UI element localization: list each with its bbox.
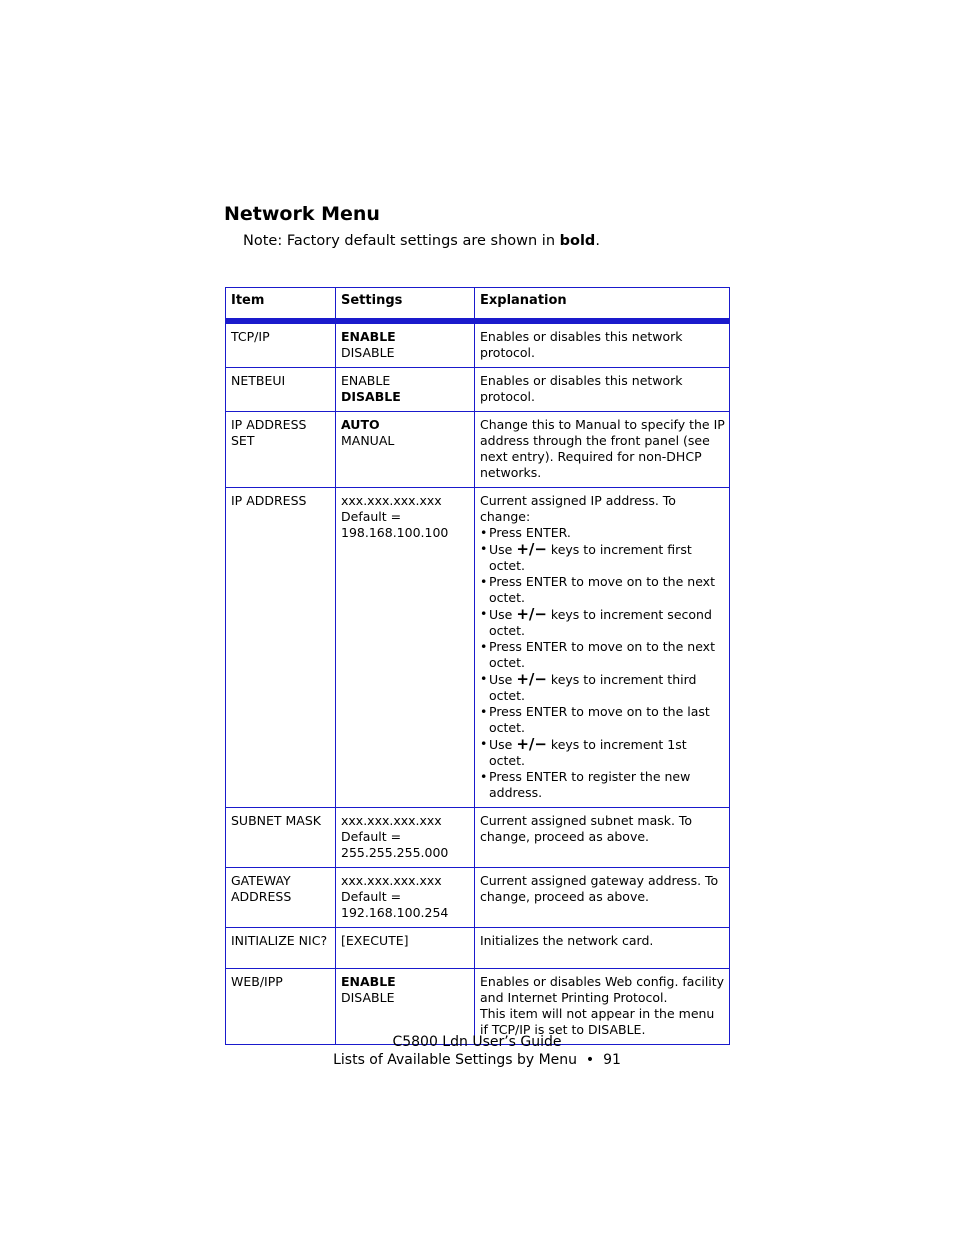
step-text: Use: [489, 542, 517, 557]
setting-option: 255.255.255.000: [341, 845, 449, 860]
page-heading: Network Menu: [224, 203, 380, 225]
setting-option: xxx.xxx.xxx.xxx: [341, 813, 442, 828]
bullet: •: [480, 541, 488, 556]
row-explanation: [475, 488, 730, 808]
step-text: keys to increment second octet.: [489, 607, 712, 638]
step-text: Press ENTER.: [489, 525, 571, 540]
list-item: [480, 769, 725, 801]
setting-option: 192.168.100.254: [341, 905, 449, 920]
step-text: Press ENTER to move on to the last octet.: [489, 704, 710, 735]
list-item: [480, 671, 725, 704]
setting-option: DISABLE: [341, 345, 395, 360]
row-explanation: Current assigned gateway address. To change, proceed as above.: [475, 868, 730, 928]
plus-minus-keys: +/−: [516, 735, 547, 753]
note-bold-word: bold: [559, 233, 596, 249]
table-header-row: [226, 288, 730, 322]
row-item: WEB/IPP: [226, 969, 336, 1045]
table-row: [226, 868, 730, 928]
row-item: IP ADDRESS: [226, 488, 336, 808]
row-settings: [336, 808, 475, 868]
setting-option: ENABLE: [341, 329, 396, 344]
row-item: GATEWAY ADDRESS: [226, 868, 336, 928]
table-row: [226, 488, 730, 808]
table-row: [226, 368, 730, 412]
setting-option: Default =: [341, 889, 402, 904]
row-item: SUBNET MASK: [226, 808, 336, 868]
network-menu-table: [225, 287, 730, 1045]
step-text: keys to increment first octet.: [489, 542, 692, 573]
steps-list: [480, 525, 725, 801]
list-item: [480, 639, 725, 671]
explanation-text: Enables or disables Web config. facility and Internet Printing Protocol.: [480, 974, 725, 1005]
setting-option: xxx.xxx.xxx.xxx: [341, 873, 442, 888]
row-explanation: Change this to Manual to specify the IP address through the front panel (see next entry). Required for non-DHCP networks.: [475, 412, 730, 488]
bullet: •: [480, 736, 488, 751]
row-item: INITIALIZE NIC?: [226, 928, 336, 969]
setting-option: ENABLE: [341, 974, 396, 989]
bullet: •: [480, 671, 488, 686]
list-item: [480, 525, 725, 541]
table-row: [226, 808, 730, 868]
header-settings: Settings: [336, 288, 475, 322]
step-text: Press ENTER to move on to the next octet.: [489, 574, 715, 605]
step-text: Use: [489, 607, 517, 622]
step-text: Use: [489, 737, 517, 752]
plus-minus-keys: +/−: [516, 540, 547, 558]
setting-option: Default =: [341, 829, 402, 844]
row-item: TCP/IP: [226, 321, 336, 368]
bullet: •: [480, 769, 488, 784]
note-prefix: Note: Factory default settings are shown in: [243, 233, 560, 249]
explanation-text: This item will not appear in the menu if TCP/IP is set to DISABLE.: [480, 1006, 715, 1037]
note-text: [243, 233, 600, 249]
list-item: [480, 541, 725, 574]
bullet: •: [480, 639, 488, 654]
header-explanation: Explanation: [475, 288, 730, 322]
step-text: Use: [489, 672, 517, 687]
setting-option: DISABLE: [341, 990, 395, 1005]
setting-option: AUTO: [341, 417, 380, 432]
row-explanation: Enables or disables this network protocol.: [475, 368, 730, 412]
row-explanation: Enables or disables this network protocol.: [475, 321, 730, 368]
bullet: •: [480, 704, 488, 719]
table-row: [226, 412, 730, 488]
list-item: [480, 704, 725, 736]
list-item: [480, 606, 725, 639]
explanation-intro: Current assigned IP address. To change:: [480, 493, 676, 524]
row-item: NETBEUI: [226, 368, 336, 412]
step-text: keys to increment third octet.: [489, 672, 697, 703]
setting-option: [EXECUTE]: [341, 933, 409, 948]
setting-option: DISABLE: [341, 389, 401, 404]
row-explanation: Initializes the network card.: [475, 928, 730, 969]
row-settings: [336, 412, 475, 488]
row-item: IP ADDRESS SET: [226, 412, 336, 488]
bullet: •: [480, 574, 488, 589]
footer-guide-title: C5800 Ldn User’s Guide: [392, 1034, 562, 1050]
row-settings: [336, 368, 475, 412]
setting-option: MANUAL: [341, 433, 395, 448]
list-item: [480, 736, 725, 769]
step-text: keys to increment 1st octet.: [489, 737, 687, 768]
plus-minus-keys: +/−: [516, 605, 547, 623]
bullet: •: [480, 525, 488, 540]
step-text: Press ENTER to register the new address.: [489, 769, 691, 800]
note-suffix: .: [595, 233, 600, 249]
setting-option: xxx.xxx.xxx.xxx: [341, 493, 442, 508]
table-row: [226, 928, 730, 969]
setting-option: Default =: [341, 509, 402, 524]
plus-minus-keys: +/−: [516, 670, 547, 688]
row-explanation: Current assigned subnet mask. To change, proceed as above.: [475, 808, 730, 868]
header-item: Item: [226, 288, 336, 322]
row-settings: [336, 928, 475, 969]
row-settings: [336, 868, 475, 928]
setting-option: 198.168.100.100: [341, 525, 449, 540]
table-row: [226, 321, 730, 368]
list-item: [480, 574, 725, 606]
footer-section-page: Lists of Available Settings by Menu • 91: [333, 1052, 621, 1068]
setting-option: ENABLE: [341, 373, 391, 388]
row-settings: [336, 321, 475, 368]
step-text: Press ENTER to move on to the next octet.: [489, 639, 715, 670]
row-settings: [336, 488, 475, 808]
bullet: •: [480, 606, 488, 621]
